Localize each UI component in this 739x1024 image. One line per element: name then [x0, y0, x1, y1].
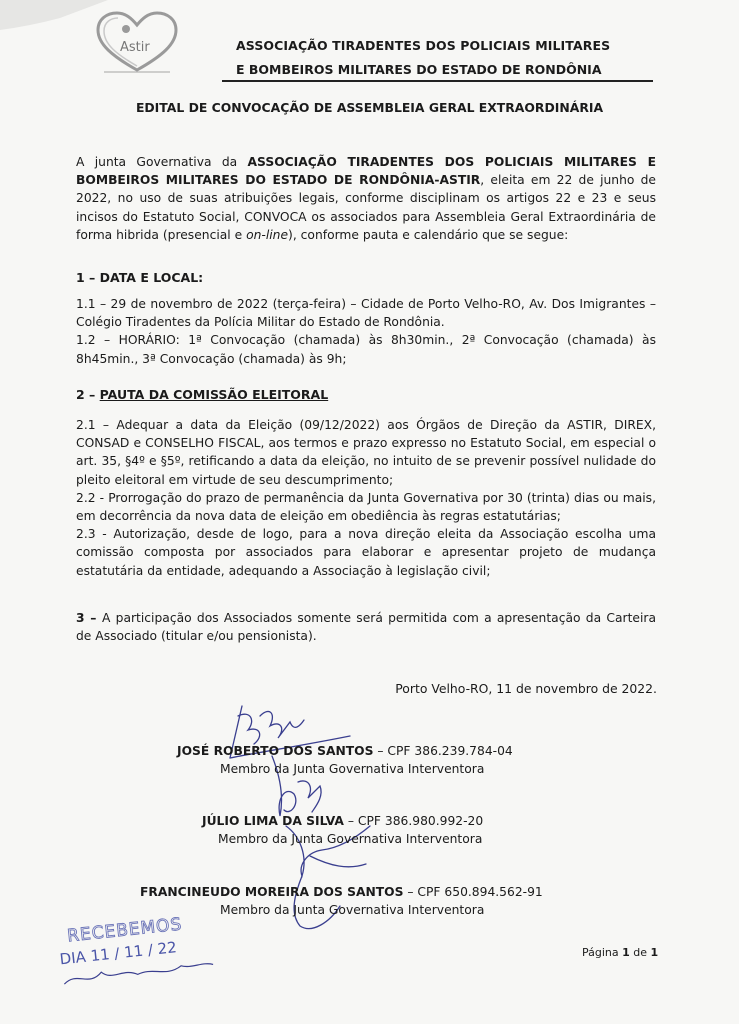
- section1-item-1: 1.1 – 29 de novembro de 2022 (terça-feira) – Cidade de Porto Velho-RO, Av. Dos Imigrantes – Colégio Tiradentes da Polícia Militar do Estado de Rondônia.: [76, 297, 656, 330]
- intro-org-name: ASSOCIAÇÃO TIRADENTES DOS POLICIAIS MILITARES E BOMBEIROS MILITARES DO ESTADO DE RONDÔNIA-ASTIR: [76, 155, 656, 188]
- signer-2-name: JÚLIO LIMA DA SILVA: [202, 814, 344, 828]
- section2-heading: [76, 387, 328, 402]
- intro-text-end: ), conforme pauta e calendário que se segue:: [288, 227, 569, 242]
- section3-number: 3 –: [76, 611, 102, 625]
- signer-1-cpf: – CPF 386.239.784-04: [373, 744, 513, 758]
- header-divider: [222, 80, 653, 82]
- section1-body: [76, 295, 656, 368]
- intro-paragraph: [76, 153, 656, 244]
- signer-1-name: JOSÉ ROBERTO DOS SANTOS: [177, 744, 374, 758]
- section3-text: A participação dos Associados somente será permitida com a apresentação da Carteira de Associado (titular e/ou pensionista).: [76, 611, 656, 644]
- signer-3-name: FRANCINEUDO MOREIRA DOS SANTOS: [140, 885, 404, 899]
- org-name-line1: ASSOCIAÇÃO TIRADENTES DOS POLICIAIS MILITARES: [236, 38, 611, 53]
- page-number-of: de: [629, 946, 651, 959]
- signer-3-role: Membro da Junta Governativa Interventora: [220, 903, 485, 917]
- section1-item-2: 1.2 – HORÁRIO: 1ª Convocação (chamada) às 8h30min., 2ª Convocação (chamada) às 8h45min., 3ª Convocação (chamada) às 9h;: [76, 333, 656, 366]
- section2-heading-text: PAUTA DA COMISSÃO ELEITORAL: [99, 387, 329, 402]
- received-stamp: [55, 908, 225, 988]
- logo-text: Astir: [120, 40, 150, 55]
- intro-online-term: on-line: [246, 227, 289, 242]
- astir-logo: [92, 10, 182, 76]
- section2-heading-number: 2 –: [76, 387, 100, 402]
- signer-2-name-line: [202, 814, 483, 828]
- page-number-current: 1: [622, 946, 630, 959]
- place-date-line: Porto Velho-RO, 11 de novembro de 2022.: [395, 681, 657, 696]
- section3-paragraph: [76, 609, 656, 645]
- section2-item-2: 2.2 - Prorrogação do prazo de permanência da Junta Governativa por 30 (trinta) dias ou mais, em decorrência da nova data de eleição em obediência às regras estatutárias;: [76, 490, 656, 524]
- signer-3-cpf: – CPF 650.894.562-91: [403, 885, 543, 899]
- signer-2-role: Membro da Junta Governativa Interventora: [218, 832, 483, 846]
- signer-1-role: Membro da Junta Governativa Interventora: [220, 762, 485, 776]
- section1-heading: 1 – DATA E LOCAL:: [76, 270, 204, 285]
- section2-item-1: 2.1 – Adequar a data da Eleição (09/12/2022) aos Órgãos de Direção da ASTIR, DIREX, CONSAD e CONSELHO FISCAL, aos termos e prazo expresso no Estatuto Social, em especial o art. 35, §4º e §5º, retificando a data da eleição, no intuito de se prevenir possível nulidade do pleito eleitoral em virtude de seu descumprimento;: [76, 418, 656, 487]
- section2-body: [76, 416, 656, 580]
- signer-1-name-line: [177, 744, 513, 758]
- signer-3-name-line: [140, 885, 543, 899]
- document-title: EDITAL DE CONVOCAÇÃO DE ASSEMBLEIA GERAL EXTRAORDINÁRIA: [135, 100, 604, 115]
- signer-2-cpf: – CPF 386.980.992-20: [343, 814, 484, 828]
- intro-text-middle: , eleita em 22 de junho de 2022, no uso de suas atribuições legais, conforme disciplinam os artigos 22 e 23 e seus incisos do Estatuto Social, CONVOCA os associados para Assembleia Geral Extraordinária de forma hibrida (presencial e: [76, 173, 656, 242]
- section2-item-3: 2.3 - Autorização, desde de logo, para a nova direção eleita da Associação escolha uma comissão composta por associados para elaborar e apresentar projeto de mudança estatutária da entidade, adequando a Associação à legislação civil;: [76, 527, 656, 578]
- page-number: [582, 946, 658, 959]
- stamp-date: DIA 11 / 11 / 22: [58, 938, 178, 969]
- stamp-received-label: RECEBEMOS: [66, 914, 184, 947]
- org-name-line2: E BOMBEIROS MILITARES DO ESTADO DE RONDÔNIA: [236, 62, 602, 77]
- page-number-label: Página: [582, 946, 623, 959]
- page-number-total: 1: [650, 946, 659, 959]
- intro-text-start: A junta Governativa da: [76, 155, 248, 169]
